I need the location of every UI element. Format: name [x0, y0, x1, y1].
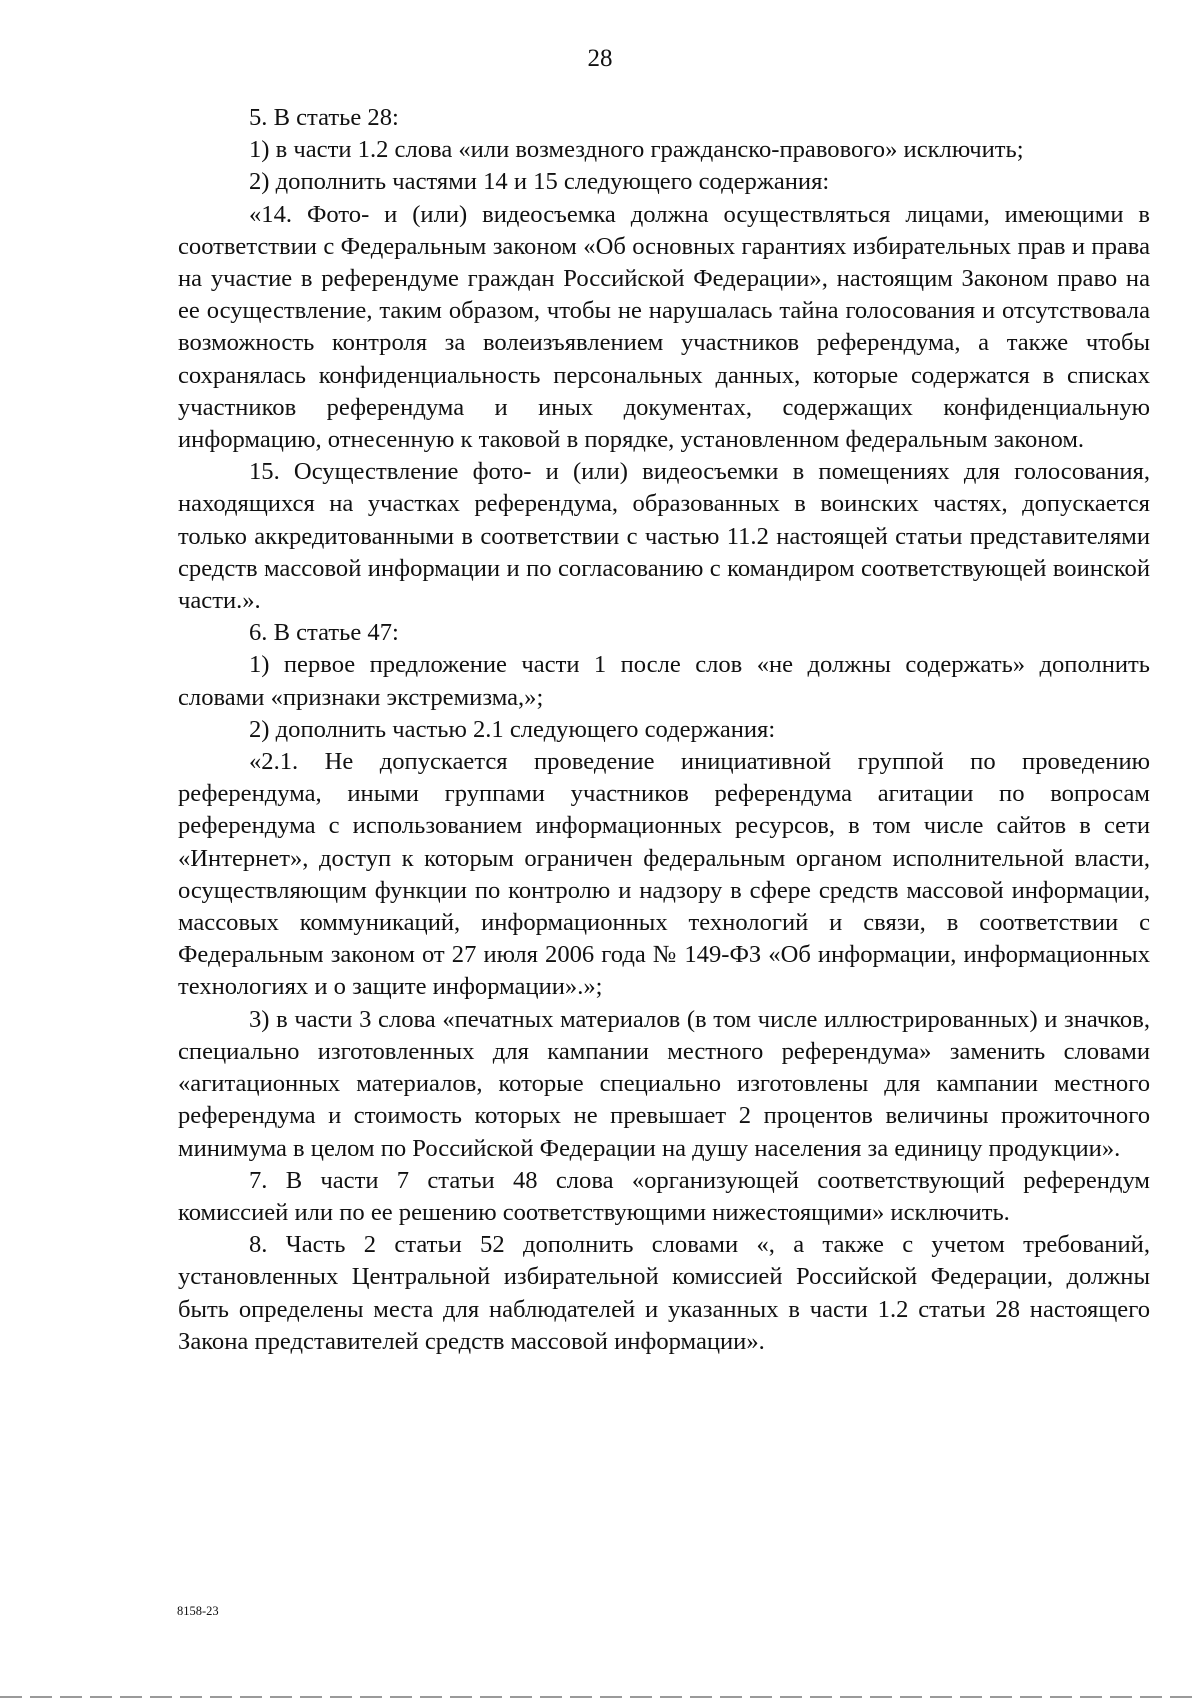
paragraph-part-14: «14. Фото- и (или) видеосъемка должна осуществляться лицами, имеющими в соответствии с Федеральным законом «Об основных гарантиях избирательных прав и права на участие в референдуме граждан Российской Федерации», настоящим Законом право на ее осуществление, таким образом, чтобы не нарушалась тайна голосования и отсутствовала возможность контроля за волеизъявлением участников референдума, а также чтобы сохранялась конфиденциальность персональных данных, которые содержатся в списках участников референдума и иных документах, содержащих конфиденциальную информацию, отнесенную к таковой в порядке, установленном федеральным законом. — [178, 200, 1150, 454]
paragraph-article-28-item-2: 2) дополнить частями 14 и 15 следующего содержания: — [249, 168, 830, 196]
paragraph-part-15: 15. Осуществление фото- и (или) видеосъемки в помещениях для голосования, находящихся на участках референдума, образованных в воинских частях, допускается только аккредитованными в соответствии с частью 11.2 настоящей статьи представителями средств массовой информации и по согласованию с командиром соответствующей воинской части.». — [178, 458, 1150, 615]
page-number: 28 — [587, 45, 613, 72]
paragraph-article-47-heading: 6. В статье 47: — [249, 619, 399, 647]
paragraph-article-28-heading: 5. В статье 28: — [249, 104, 399, 131]
paragraph-part-2-1: «2.1. Не допускается проведение инициативной группой по проведению референдума, иными группами участников референдума агитации по вопросам референдума с использованием информационных ресурсов, в том числе сайтов в сети «Интернет», доступ к которым ограничен федеральным органом исполнительной власти, осуществляющим функции по контролю и надзору в сфере средств массовой информации, массовых коммуникаций, информационных технологий и связи, в соответствии с Федеральным законом от 27 июля 2006 года № 149-ФЗ «Об информации, информационных технологиях и о защите информации».»; — [178, 748, 1150, 1001]
document-code: 8158-23 — [177, 1604, 219, 1618]
scan-bottom-edge — [0, 1696, 1200, 1698]
paragraph-article-47-item-3: 3) в части 3 слова «печатных материалов (в том числе иллюстрированных) и значков, специально изготовленных для кампании местного референдума» заменить словами «агитационных материалов, которые специально изготовлены для кампании местного референдума и стоимость которых не превышает 2 процентов величины прожиточного минимума в целом по Российской Федерации на душу населения за единицу продукции». — [178, 1005, 1150, 1162]
paragraph-article-52-change: 8. Часть 2 статьи 52 дополнить словами «, а также с учетом требований, установленных Центральной избирательной комиссией Российской Федерации, должны быть определены места для наблюдателей и указанных в части 1.2 статьи 28 настоящего Закона представителей средств массовой информации». — [178, 1231, 1150, 1355]
paragraph-article-47-item-1: 1) первое предложение части 1 после слов «не должны содержать» дополнить словами «признаки экстремизма,»; — [178, 651, 1150, 711]
document-body — [178, 102, 1150, 1358]
paragraph-article-48-change: 7. В части 7 статьи 48 слова «организующей соответствующий референдум комиссией или по ее решению соответствующими нижестоящими» исключить. — [178, 1166, 1150, 1226]
paragraph-article-47-item-2: 2) дополнить частью 2.1 следующего содержания: — [249, 715, 776, 743]
paragraph-article-28-item-1: 1) в части 1.2 слова «или возмездного гражданско-правового» исключить; — [249, 136, 1024, 164]
